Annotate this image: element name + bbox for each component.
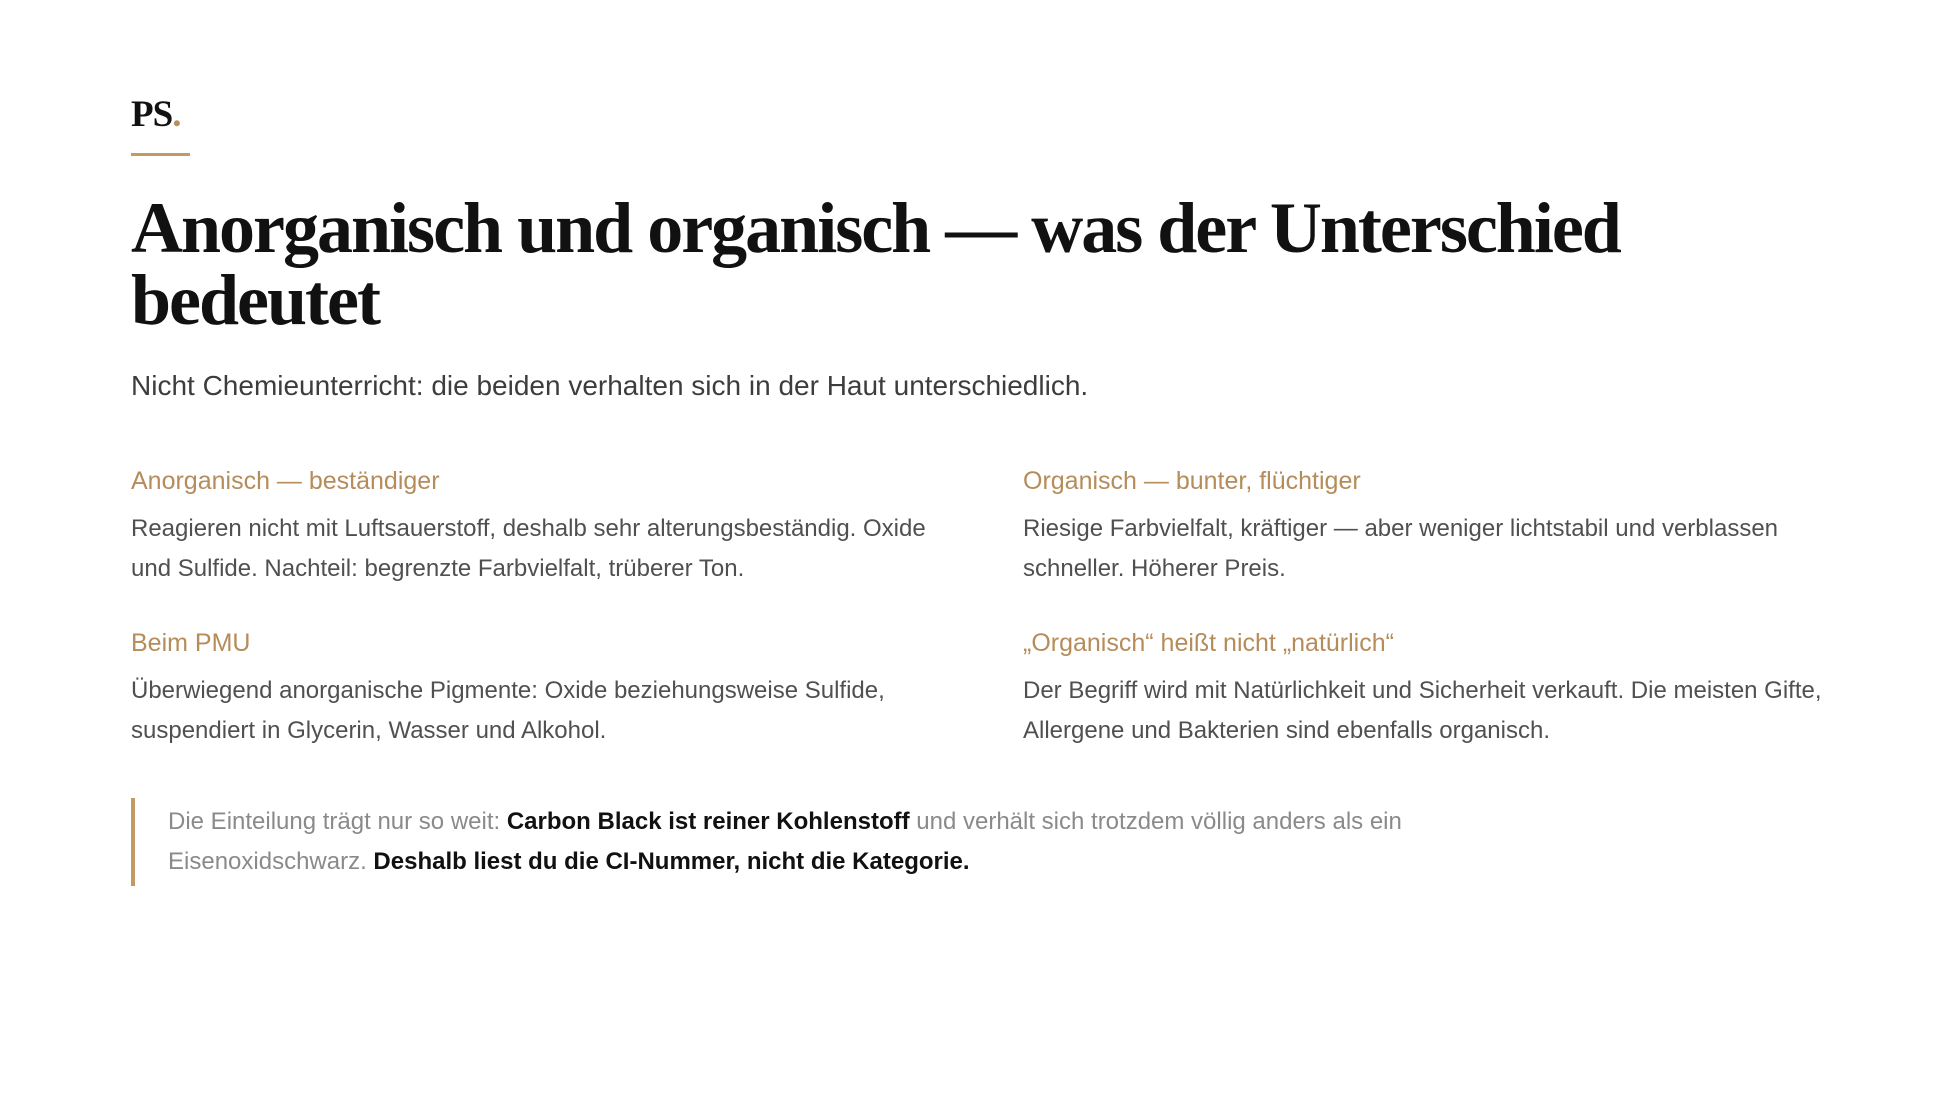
callout-text: und verhält sich trotzdem völlig anders als ein Eisenoxidschwarz.	[168, 808, 1402, 875]
slide	[131, 0, 1831, 1094]
logo-underline	[131, 153, 190, 156]
page-subtitle: Nicht Chemieunterricht: die beiden verhalten sich in der Haut unterschiedlich.	[131, 370, 1089, 401]
block-heading: Beim PMU	[131, 629, 251, 657]
block-organic	[1023, 465, 1838, 589]
callout-emphasis: Deshalb liest du die CI-Nummer, nicht die Kategorie.	[373, 848, 970, 875]
block-inorganic	[131, 465, 946, 589]
callout-emphasis: Carbon Black ist reiner Kohlenstoff	[506, 808, 910, 835]
block-text: Der Begriff wird mit Natürlichkeit und Sicherheit verkauft. Die meisten Gifte, Allergene und Bakterien sind ebenfalls organisch.	[1023, 677, 1822, 744]
block-pmu	[131, 627, 946, 751]
block-text: Riesige Farbvielfalt, kräftiger — aber weniger lichtstabil und verblassen schneller. Höherer Preis.	[1023, 515, 1779, 582]
logo-accent-dot: .	[172, 94, 181, 135]
block-heading: Organisch — bunter, flüchtiger	[1023, 467, 1361, 495]
block-heading: Anorganisch — beständiger	[131, 467, 440, 495]
block-text: Überwiegend anorganische Pigmente: Oxide beziehungsweise Sulfide, suspendiert in Glycerin, Wasser und Alkohol.	[131, 677, 885, 744]
block-text: Reagieren nicht mit Luftsauerstoff, deshalb sehr alterungsbeständig. Oxide und Sulfide. Nachteil: begrenzte Farbvielfalt, trüberer Ton.	[131, 515, 926, 582]
callout-text: Die Einteilung trägt nur so weit:	[168, 808, 507, 835]
callout-note	[131, 798, 1588, 886]
block-organic-not-natural	[1023, 627, 1838, 751]
logo-text: PS	[131, 94, 173, 135]
page-title: Anorganisch und organisch — was der Unterschied bedeutet	[131, 188, 1620, 340]
block-heading: „Organisch“ heißt nicht „natürlich“	[1023, 629, 1394, 657]
logo	[131, 96, 180, 133]
